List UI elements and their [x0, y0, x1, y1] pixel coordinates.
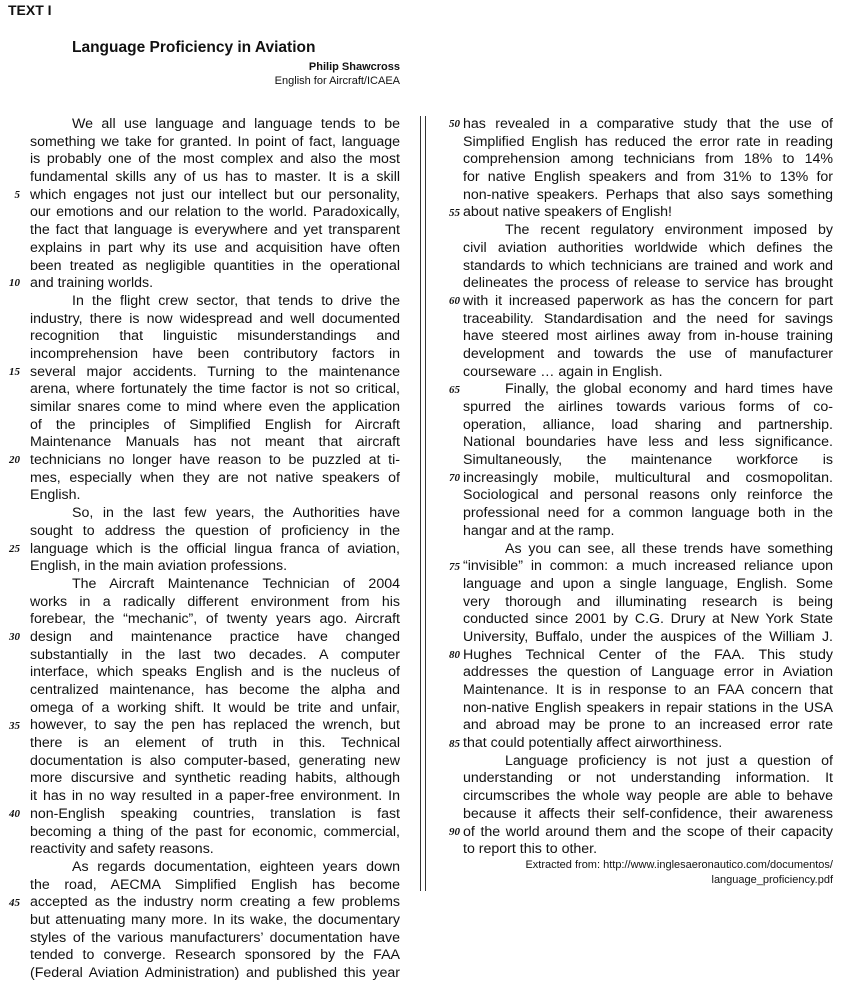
right-column: [463, 116, 833, 859]
text-line: our emotions and our relation to the world. Paradoxically,: [30, 204, 400, 221]
text-line: it has in no way resulted in a paper-free environment. In: [30, 788, 400, 805]
line-number: 30: [9, 631, 20, 644]
text-line: for native English speakers and from 31% to 13% for: [463, 169, 833, 186]
text-line: similar snares come to mind where even the application: [30, 399, 400, 415]
line-number: 80: [449, 649, 460, 661]
text-line: technicians no longer have reason to be puzzled at ti-: [30, 452, 400, 469]
line-number: 15: [9, 365, 20, 378]
text-line: Simultaneously, the maintenance workforce is: [463, 452, 833, 469]
text-line: omega of a working shift. It would be trite and unfair,: [30, 699, 400, 716]
text-line: accepted as the industry norm creating a few problems: [30, 894, 400, 911]
text-line: arena, where fortunately the time factor is not so critical,: [30, 381, 400, 398]
text-line: recognition that linguistic misunderstandings and: [30, 328, 400, 345]
text-line: and abroad may be prone to an increased error rate: [463, 717, 833, 734]
text-line: English.: [30, 487, 81, 504]
line-number: 55: [449, 206, 460, 219]
article-title: Language Proficiency in Aviation: [72, 39, 316, 56]
text-line: design and maintenance practice have changed: [30, 628, 400, 645]
text-line: but attenuating many more. In its wake, the documentary: [30, 911, 400, 928]
text-line: about native speakers of English!: [463, 204, 673, 221]
text-line: traceability. Standardisation and the need for savings: [463, 310, 833, 327]
line-number: 45: [9, 896, 20, 909]
line-number: 40: [9, 808, 20, 821]
text-line: operation, alliance, load sharing and partnership.: [463, 416, 833, 433]
text-line: Simplified English has reduced the error rate in reading: [463, 133, 833, 150]
author-name: Philip Shawcross: [308, 61, 400, 73]
text-line: conducted since 2001 by C.G. Drury at New York State: [463, 611, 833, 628]
text-line: sought to address the question of proficiency in the: [30, 522, 400, 539]
column-divider: [420, 116, 426, 891]
text-line: becoming a thing of the past for economic, commercial,: [30, 823, 400, 840]
text-line: industry, there is now widespread and well documented: [30, 310, 400, 327]
text-line: of the world around them and the scope of their capacity: [463, 823, 833, 840]
text-line: and training worlds.: [30, 275, 154, 292]
text-line: As you can see, all these trends have something: [505, 540, 833, 557]
line-number: 10: [9, 277, 20, 290]
text-line: So, in the last few years, the Authorities have: [72, 505, 400, 522]
text-line: to report this to other.: [463, 841, 598, 858]
text-line: hangar and at the ramp.: [463, 522, 615, 539]
text-line: non-English speaking countries, translation is fast: [30, 805, 400, 822]
text-line: (Federal Aviation Administration) and published this year: [30, 965, 400, 981]
text-line: civil aviation authorities worldwide which defines the: [463, 239, 833, 256]
text-line: centralized maintenance, has become the alpha and: [30, 682, 400, 698]
text-line: circumscribes the whole way people are able to behave: [463, 788, 833, 805]
text-line: delineates the process of release to service has brought: [463, 275, 833, 292]
text-line: National boundaries have less and less significance.: [463, 434, 833, 451]
line-number: 50: [449, 118, 460, 130]
text-line: Finally, the global economy and hard times have: [505, 381, 833, 398]
line-number: 85: [449, 737, 460, 750]
left-column: [30, 116, 400, 983]
text-line: courseware … again in English.: [463, 363, 663, 380]
text-line: The recent regulatory environment imposed by: [505, 222, 833, 239]
text-line: comprehension among technicians from 18% to 14%: [463, 151, 833, 168]
text-line: Sociological and personal reasons only reinforce the: [463, 487, 833, 504]
text-line: incomprehension have been contributory factors in: [30, 345, 400, 362]
text-line: “invisible” in common: a much increased reliance upon: [463, 558, 833, 575]
text-line: the fact that language is everywhere and yet transparent: [30, 222, 400, 239]
line-number: 5: [14, 188, 20, 201]
text-line: Hughes Technical Center of the FAA. This study: [463, 646, 833, 663]
source-citation: [473, 858, 833, 887]
text-line: understanding or not understanding information. It: [463, 770, 833, 787]
line-number: 70: [449, 472, 460, 484]
text-line: something we take for granted. In point of fact, language: [30, 133, 400, 150]
text-line: been treated as negligible quantities in the operational: [30, 257, 400, 274]
text-line: works in a radically different environment from his: [30, 593, 400, 610]
line-number: 60: [449, 295, 460, 307]
text-line: spurred the airlines towards various forms of co-: [463, 399, 833, 415]
line-number: 25: [9, 542, 20, 555]
text-line: Maintenance Manuals has not meant that aircraft: [30, 434, 400, 451]
text-line: the road, AECMA Simplified English has become: [30, 876, 400, 893]
text-line: however, to say the pen has replaced the wrench, but: [30, 717, 400, 734]
text-line: standards to which technicians are trained and work and: [463, 257, 833, 274]
text-label: TEXT I: [8, 2, 52, 18]
text-line: professional need for a common language both in the: [463, 505, 833, 522]
text-line: that could potentially affect airworthiness.: [463, 735, 723, 752]
text-line: mes, especially when they are not native speakers of: [30, 469, 400, 486]
text-line: with it increased paperwork as has the concern for part: [463, 292, 833, 309]
text-line: fundamental skills any of us has to master. It is a skill: [30, 169, 400, 186]
text-line: development and towards the use of manufacturer: [463, 345, 833, 362]
source-line-2: language_proficiency.pdf: [711, 873, 833, 886]
text-line: language which is the official lingua franca of aviation,: [30, 540, 400, 557]
text-line: has revealed in a comparative study that the use of: [463, 116, 833, 132]
line-number: 65: [449, 383, 460, 396]
text-line: substantially in the last two decades. A computer: [30, 646, 400, 663]
text-line: addresses the question of Language error in Aviation: [463, 664, 833, 681]
text-line: English, in the main aviation professions.: [30, 558, 288, 575]
line-number: 75: [449, 560, 460, 573]
text-line: non-native English speakers in repair stations in the USA: [463, 699, 833, 716]
text-line: reactivity and safety reasons.: [30, 841, 214, 858]
text-line: of the principles of Simplified English for Aircraft: [30, 416, 400, 433]
text-line: there is an element of truth in this. Technical: [30, 735, 400, 752]
text-line: explains in part why its use and acquisition have often: [30, 239, 400, 256]
text-line: We all use language and language tends to be: [72, 116, 400, 132]
text-line: tended to converge. Research sponsored by the FAA: [30, 947, 400, 964]
text-line: language and upon a single language, English. Some: [463, 575, 833, 592]
text-line: documentation is also computer-based, generating new: [30, 752, 400, 769]
text-line: is probably one of the most complex and also the most: [30, 151, 400, 168]
text-line: As regards documentation, eighteen years down: [72, 858, 400, 875]
text-line: Maintenance. It is in response to an FAA concern that: [463, 682, 833, 698]
text-line: increasingly mobile, multicultural and cosmopolitan.: [463, 469, 833, 486]
text-line: have steered most airlines away from in-house training: [463, 328, 833, 345]
text-line: In the flight crew sector, that tends to drive the: [72, 292, 400, 309]
text-line: styles of the various manufacturers’ documentation have: [30, 929, 400, 946]
text-line: non-native speakers. Perhaps that also says something: [463, 186, 833, 203]
text-line: The Aircraft Maintenance Technician of 2004: [72, 575, 400, 592]
text-line: which engages not just our intellect but our personality,: [30, 186, 400, 203]
text-line: Language proficiency is not just a question of: [505, 752, 833, 769]
line-number: 35: [9, 719, 20, 732]
text-line: very thorough and illuminating research is being: [463, 593, 833, 610]
text-line: more discursive and synthetic reading habits, although: [30, 770, 400, 787]
line-number: 90: [449, 826, 460, 838]
text-line: several major accidents. Turning to the maintenance: [30, 363, 400, 380]
text-line: interface, which speaks English and is the nucleus of: [30, 664, 400, 681]
author-affiliation: English for Aircraft/ICAEA: [274, 75, 400, 87]
text-line: University, Buffalo, under the auspices of the William J.: [463, 628, 833, 645]
text-line: because it affects their self-confidence, their awareness: [463, 805, 833, 822]
source-line-1: Extracted from: http://www.inglesaeronautico.com/documentos/: [525, 859, 833, 871]
text-line: forebear, the “mechanic”, of twenty years ago. Aircraft: [30, 611, 400, 628]
line-number: 20: [9, 454, 20, 467]
